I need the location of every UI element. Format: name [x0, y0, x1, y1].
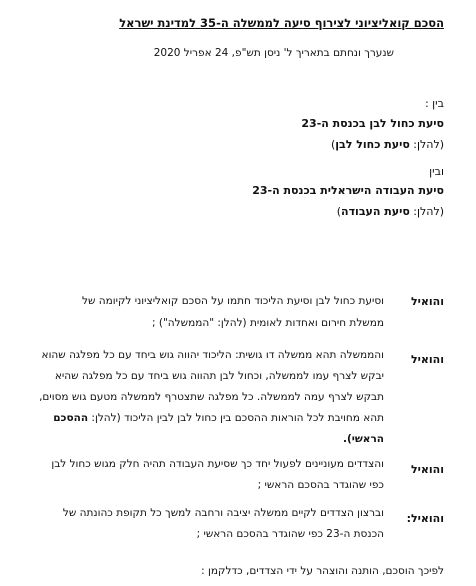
clause-2-line-3: תבקש לצרף עמה לממשלה. כל מפלגה שתצטרף לממשלה מטעם גוש מסוים, [39, 391, 384, 403]
alias-prefix: (להלן: [409, 205, 444, 218]
clause-3-line-2: כפי שהוגדר בהסכם הראשי ; [257, 479, 384, 491]
clause-4-line-1: וברצון הצדדים לקיים ממשלה יציבה ורחבה למשך כל תקופת כהונתה של [62, 507, 384, 519]
document-title: הסכם קואליציוני לצירוף סיעה לממשלה ה-35 למדינת ישראל [119, 16, 444, 30]
clause-2-label: והואיל [410, 353, 444, 366]
party-2-alias [337, 206, 444, 217]
clause-3-label: והואיל [410, 463, 444, 476]
document-subtitle: שנערך ונחתם בתאריך ל' ניסן תש"פ, 24 אפריל 2020 [153, 47, 394, 59]
clause-1-line-2: ממשלת חירום ואחדות לאומית (להלן: "הממשלה") ; [152, 317, 384, 329]
clause-1-label: והואיל [410, 295, 444, 308]
closing-line: לפיכך הוסכם, הותנה והוצהר על ידי הצדדים, כדלקמן : [201, 565, 444, 577]
and-between-label: ובין [429, 165, 444, 178]
party-2-name: סיעת העבודה הישראלית בכנסת ה-23 [252, 184, 444, 197]
alias-term: סיעת כחול לבן [335, 138, 410, 151]
clause-2-line-1: והממשלה תהא ממשלה דו גושית: הליכוד יהווה גוש ביחד עם כל מפלגה שהוא [41, 349, 384, 361]
clause-2-bold-term: ההסכם [53, 412, 89, 424]
clause-4-label: והואיל: [406, 512, 444, 525]
clause-2-line-4 [53, 413, 384, 424]
clause-1-line-1: וסיעת כחול לבן וסיעת הליכוד חתמו על הסכם קואליציוני לקיומה של [82, 295, 384, 307]
clause-2-line-4-text: תהא מחויבת לכל הוראות ההסכם בין כחול לבן לבין הליכוד (להלן: [88, 412, 384, 424]
alias-prefix: (להלן: [409, 138, 444, 151]
alias-suffix: ) [330, 138, 336, 151]
clause-4-line-2: הכנסת ה-23 כפי שהוגדר בהסכם הראשי ; [196, 528, 384, 540]
clause-2-line-5: הראשי). [342, 433, 384, 445]
party-1-name: סיעת כחול לבן בכנסת ה-23 [301, 117, 444, 130]
clause-2-line-2: יבקש לצרף עמו לממשלה, וכחול לבן תהווה גוש ביחד עם כל מפלגה שהיא [54, 370, 384, 382]
between-label: בין : [424, 97, 444, 110]
party-1-alias [331, 139, 444, 150]
alias-term: סיעת העבודה [341, 205, 410, 218]
alias-suffix: ) [336, 205, 342, 218]
clause-3-line-1: והצדדים מעוניינים לפעול יחד כך שסיעת העבודה תהיה חלק מגוש כחול לבן [51, 458, 384, 470]
